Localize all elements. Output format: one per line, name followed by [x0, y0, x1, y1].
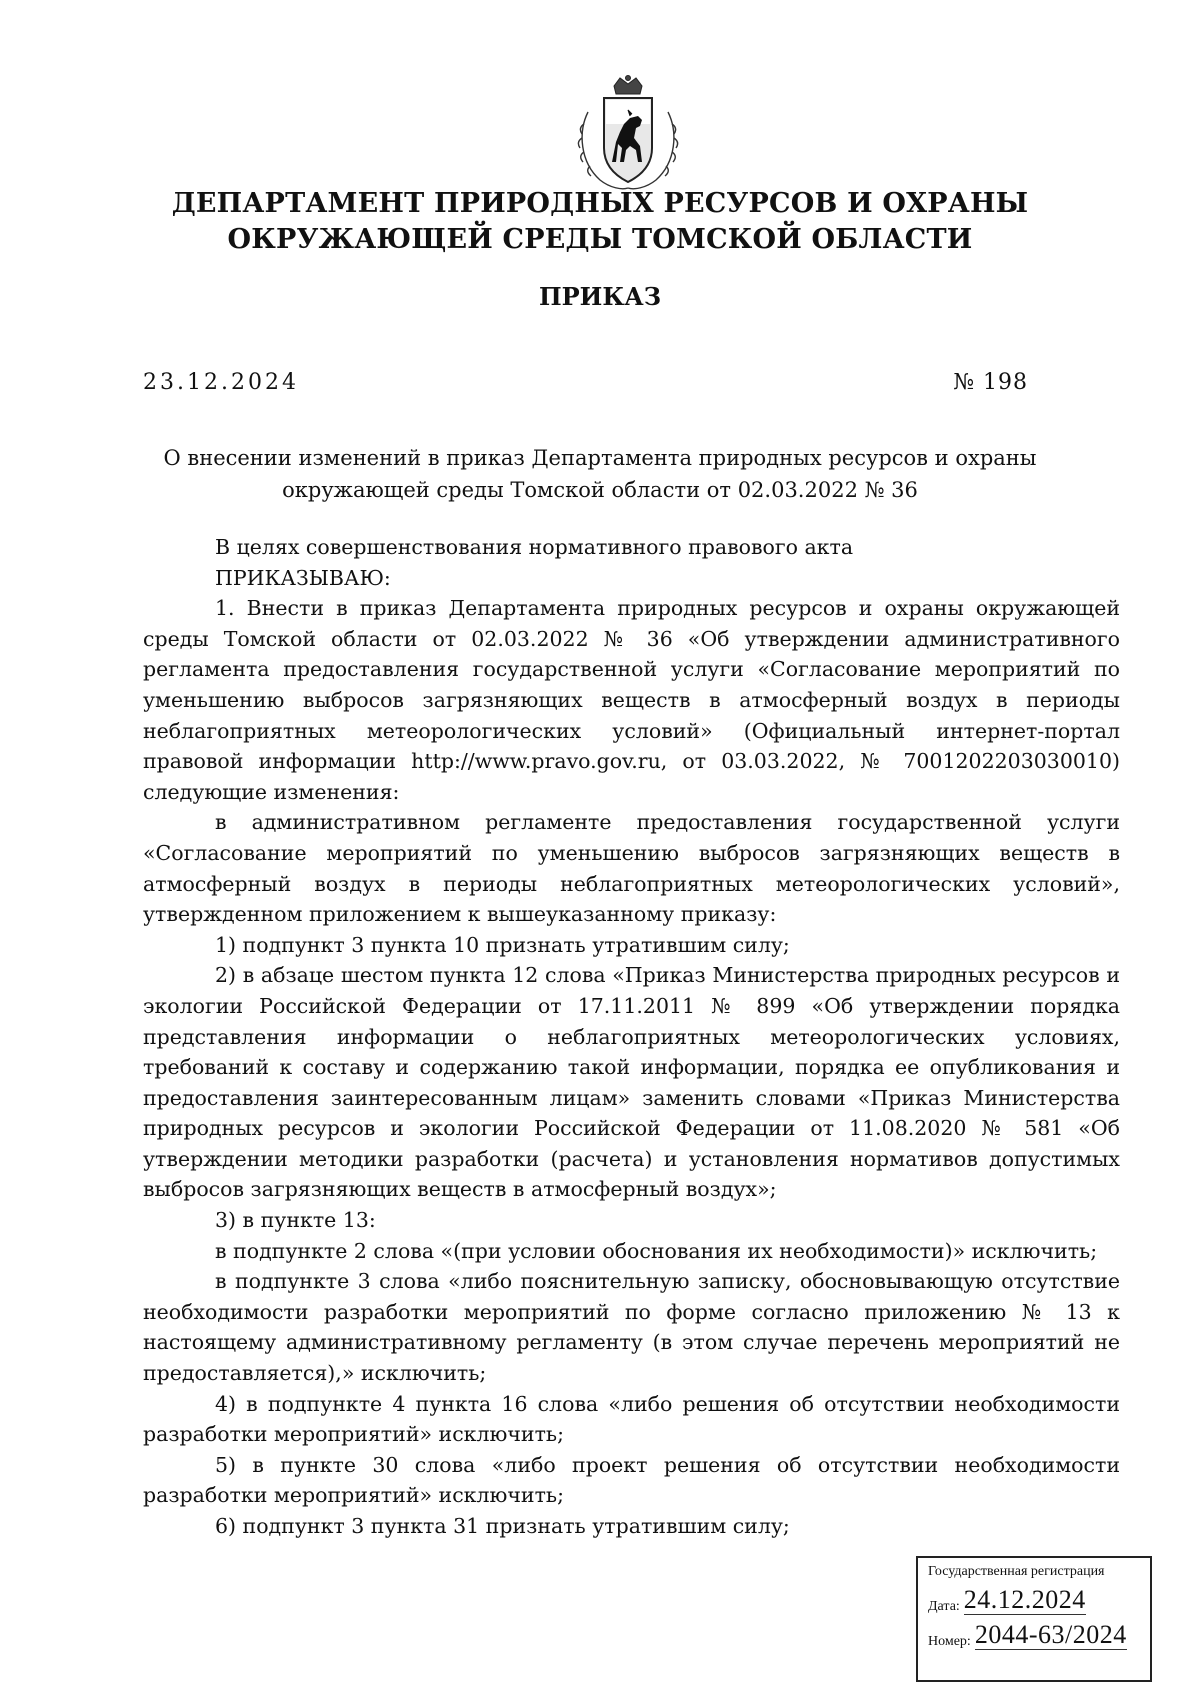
coat-of-arms-icon — [570, 72, 686, 194]
subitem-3: 3) в пункте 13: — [215, 1208, 376, 1233]
registration-title: Государственная регистрация — [928, 1564, 1105, 1579]
order-date: 23.12.2024 — [143, 370, 299, 395]
document-type: ПРИКАЗ — [538, 282, 662, 311]
registration-date-value: 24.12.2024 — [963, 1585, 1086, 1614]
order-number: № 198 — [953, 370, 1028, 395]
subitem-1: 1) подпункт 3 пункта 10 признать утратившим силу; — [215, 932, 790, 957]
organization-name-line2: ОКРУЖАЮЩЕЙ СРЕДЫ ТОМСКОЙ ОБЛАСТИ — [227, 224, 973, 255]
registration-number-label: Номер: — [928, 1634, 971, 1649]
organization-name-line1: ДЕПАРТАМЕНТ ПРИРОДНЫХ РЕСУРСОВ И ОХРАНЫ — [171, 188, 1029, 219]
item-1: 1. Внести в приказ Департамента природных ресурсов и охраны окружающей среды Томской области от 02.03.2022 № 36 «Об утверждении административного регламента предоставления государственной услуги «Согласование мероприятий по уменьшению выбросов загрязняющих веществ в атмосферный воздух в периоды неблагоприятных метеорологических условий» (Официальный интернет-портал правовой информации http://www.pravo.gov.ru, от 03.03.2022, № 7001202203030010) следующие изменения: — [143, 596, 1120, 804]
order-word: ПРИКАЗЫВАЮ: — [215, 565, 391, 590]
subitem-5: 5) в пункте 30 слова «либо проект решения об отсутствии необходимости разработки мероприятий» исключить; — [143, 1452, 1120, 1508]
subitem-2: 2) в абзаце шестом пункта 12 слова «Приказ Министерства природных ресурсов и экологии Российской Федерации от 17.11.2011 № 899 «Об утверждении порядка представления информации о неблагоприятных метеорологических условиях, требований к составу и содержанию такой информации, порядка ее опубликования и предоставления заинтересованным лицам» заменить словами «Приказ Министерства природных ресурсов и экологии Российской Федерации от 11.08.2020 № 581 «Об утверждении методики разработки (расчета) и установления нормативов допустимых выбросов загрязняющих веществ в атмосферный воздух»; — [143, 963, 1120, 1202]
registration-number-value: 2044-63/2024 — [974, 1620, 1127, 1649]
subitem-4: 4) в подпункте 4 пункта 16 слова «либо решения об отсутствии необходимости разработки мероприятий» исключить; — [143, 1391, 1120, 1447]
registration-date-label: Дата: — [928, 1599, 960, 1614]
preamble: В целях совершенствования нормативного правового акта — [215, 535, 854, 559]
registration-stamp — [916, 1556, 1152, 1682]
order-body — [143, 532, 1120, 1542]
order-subject: О внесении изменений в приказ Департамента природных ресурсов и охраны окружающей среды Томской области от 02.03.2022 № 36 — [163, 446, 1037, 502]
subitem-6: 6) подпункт 3 пункта 31 признать утратившим силу; — [215, 1514, 790, 1538]
registration-date-row — [928, 1586, 1140, 1615]
registration-number-row — [928, 1621, 1140, 1650]
subitem-3a: в подпункте 2 слова «(при условии обоснования их необходимости)» исключить; — [215, 1238, 1098, 1263]
reglament-intro: в административном регламенте предоставления государственной услуги «Согласование мероприятий по уменьшению выбросов загрязняющих веществ в атмосферный воздух в периоды неблагоприятных метеорологических условий», утвержденном приложением к вышеуказанному приказу: — [143, 810, 1120, 927]
subitem-3b: в подпункте 3 слова «либо пояснительную записку, обосновывающую отсутствие необходимости разработки мероприятий по форме согласно приложению № 13 к настоящему административному регламенту (в этом случае перечень мероприятий не предоставляется),» исключить; — [143, 1269, 1120, 1386]
